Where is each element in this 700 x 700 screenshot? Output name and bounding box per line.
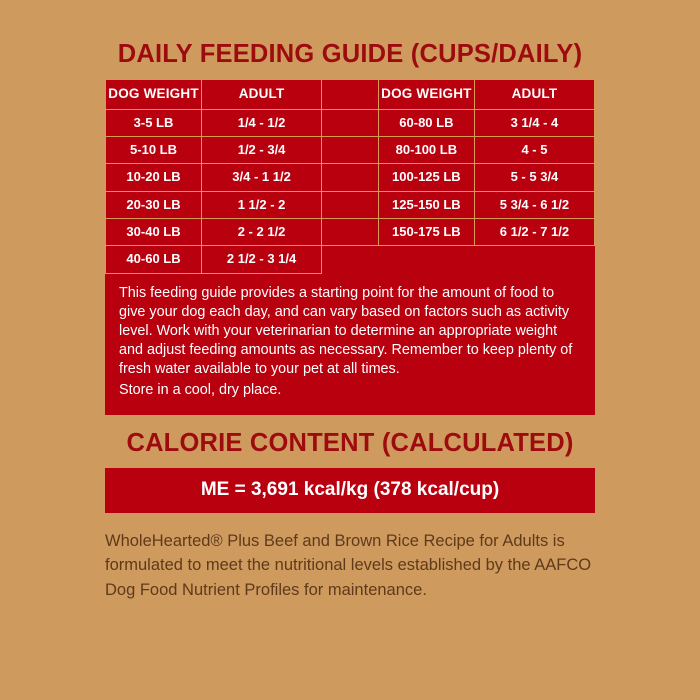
cell-weight-right <box>378 246 474 273</box>
calorie-content-value: ME = 3,691 kcal/kg (378 kcal/cup) <box>105 468 595 513</box>
feeding-note-paragraph: This feeding guide provides a starting point for the amount of food to give your dog each day, and can vary based on factors such as activity level. Work with your veterinarian to determine an appropriate weight and adjust feeding amounts as necessary. Remember to keep plenty of fresh water available to your pet at all times. <box>119 284 573 378</box>
cell-weight-left: 3-5 LB <box>106 109 202 136</box>
cell-adult-right: 6 1/2 - 7 1/2 <box>474 219 594 246</box>
cell-adult-right: 3 1/4 - 4 <box>474 109 594 136</box>
cell-spacer <box>322 246 379 273</box>
cell-weight-left: 10-20 LB <box>106 164 202 191</box>
cell-weight-left: 30-40 LB <box>106 219 202 246</box>
cell-adult-left: 1 1/2 - 2 <box>202 191 322 218</box>
cell-adult-left: 2 1/2 - 3 1/4 <box>202 246 322 273</box>
table-row <box>106 191 595 218</box>
column-header-adult-right: ADULT <box>474 80 594 110</box>
column-header-dog-weight-right: DOG WEIGHT <box>378 80 474 110</box>
cell-weight-left: 20-30 LB <box>106 191 202 218</box>
page-title-feeding-guide: DAILY FEEDING GUIDE (CUPS/DAILY) <box>117 40 583 68</box>
cell-spacer <box>322 191 379 218</box>
feeding-guide-table <box>105 79 595 274</box>
storage-note: Store in a cool, dry place. <box>119 382 282 399</box>
table-row <box>106 164 595 191</box>
cell-spacer <box>322 137 379 164</box>
cell-adult-right: 5 - 5 3/4 <box>474 164 594 191</box>
cell-adult-right: 4 - 5 <box>474 137 594 164</box>
section-title-calorie-content: CALORIE CONTENT (CALCULATED) <box>126 428 574 457</box>
cell-adult-right: 5 3/4 - 6 1/2 <box>474 191 594 218</box>
feeding-guide-table-block <box>105 79 595 274</box>
cell-weight-left: 5-10 LB <box>106 137 202 164</box>
cell-adult-left: 2 - 2 1/2 <box>202 219 322 246</box>
table-row <box>106 137 595 164</box>
cell-spacer <box>322 219 379 246</box>
cell-adult-right <box>474 246 594 273</box>
cell-adult-left: 1/2 - 3/4 <box>202 137 322 164</box>
cell-weight-right: 80-100 LB <box>378 137 474 164</box>
cell-weight-right: 150-175 LB <box>378 219 474 246</box>
aafco-statement-text: WholeHearted® Plus Beef and Brown Rice Recipe for Adults is formulated to meet the nutritional levels established by the AAFCO Dog Food Nutrient Profiles for maintenance. <box>105 531 592 600</box>
cell-weight-right: 125-150 LB <box>378 191 474 218</box>
column-spacer-header <box>322 80 379 110</box>
table-row <box>106 219 595 246</box>
feeding-note-block <box>105 274 595 415</box>
table-header-row <box>106 80 595 110</box>
aafco-statement <box>105 529 595 603</box>
table-row <box>106 109 595 136</box>
table-row <box>106 246 595 273</box>
cell-adult-left: 3/4 - 1 1/2 <box>202 164 322 191</box>
cell-spacer <box>322 164 379 191</box>
column-header-adult-left: ADULT <box>202 80 322 110</box>
cell-weight-left: 40-60 LB <box>106 246 202 273</box>
cell-adult-left: 1/4 - 1/2 <box>202 109 322 136</box>
column-header-dog-weight-left: DOG WEIGHT <box>106 80 202 110</box>
cell-weight-right: 60-80 LB <box>378 109 474 136</box>
cell-spacer <box>322 109 379 136</box>
cell-weight-right: 100-125 LB <box>378 164 474 191</box>
